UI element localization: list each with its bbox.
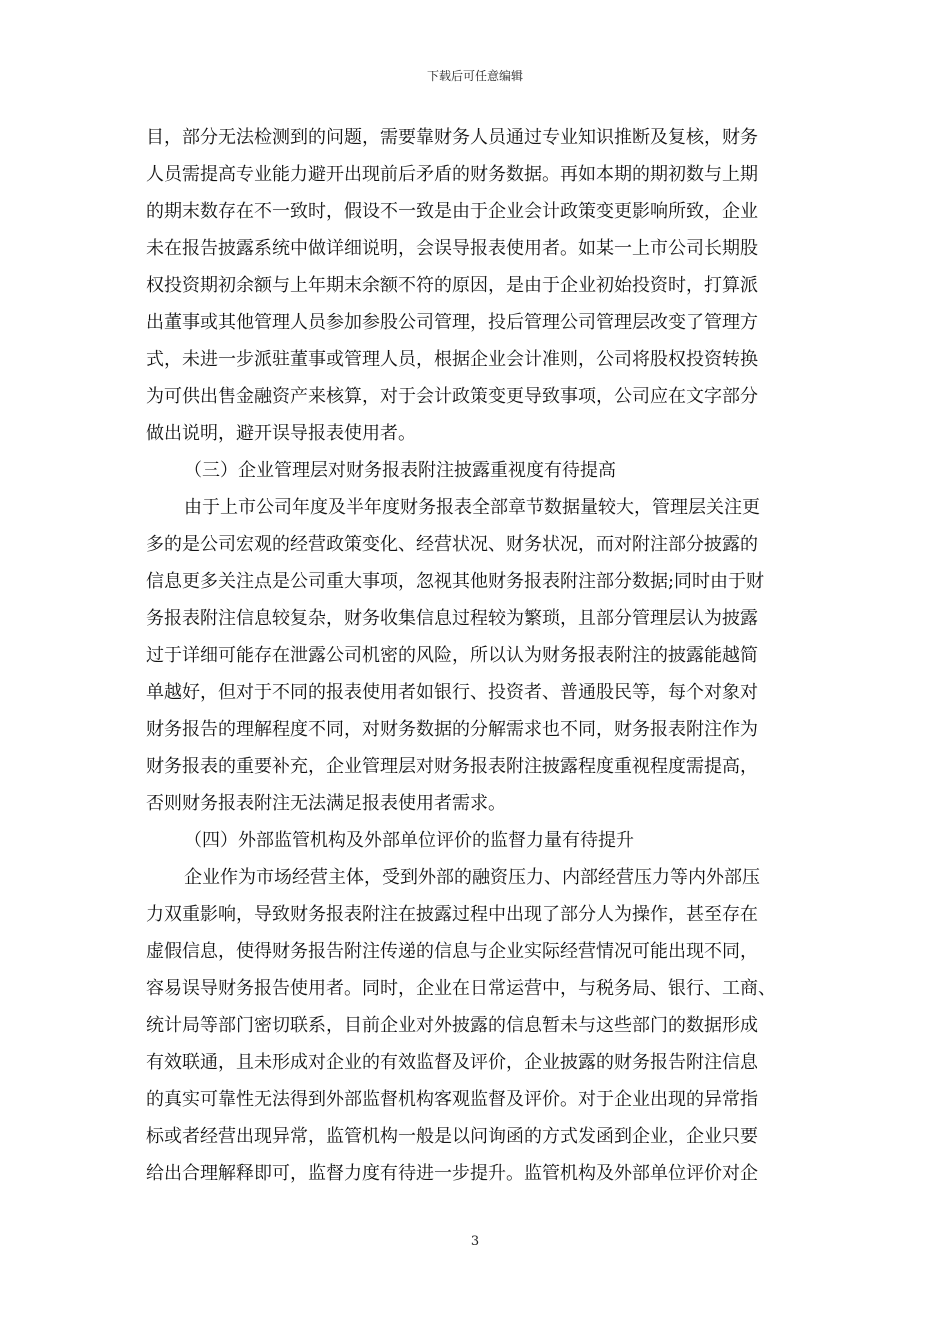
paragraph-line: 务报表附注信息较复杂，财务收集信息过程较为繁琐，且部分管理层认为披露: [146, 608, 758, 629]
paragraph-line: 未在报告披露系统中做详细说明，会误导报表使用者。如某一上市公司长期股: [146, 238, 758, 259]
document-body: [146, 119, 806, 1192]
paragraph-line: 过于详细可能存在泄露公司机密的风险，所以认为财务报表附注的披露能越简: [146, 645, 758, 666]
paragraph-line: 标或者经营出现异常，监管机构一般是以问询函的方式发函到企业，企业只要: [146, 1126, 758, 1147]
paragraph-first-line: 企业作为市场经营主体，受到外部的融资压力、内部经营压力等内外部压: [184, 867, 760, 888]
paragraph-first-line: （四）外部监管机构及外部单位评价的监督力量有待提升: [184, 830, 634, 851]
paragraph-line: 财务报表的重要补充，企业管理层对财务报表附注披露程度重视程度需提高，: [146, 756, 758, 777]
paragraph-line: 的真实可靠性无法得到外部监督机构客观监督及评价。对于企业出现的异常指: [146, 1089, 758, 1110]
paragraph-first-line: 由于上市公司年度及半年度财务报表全部章节数据量较大，管理层关注更: [184, 497, 760, 518]
paragraph-line: 为可供出售金融资产来核算，对于会计政策变更导致事项，公司应在文字部分: [146, 386, 758, 407]
paragraph-line: 统计局等部门密切联系，目前企业对外披露的信息暂未与这些部门的数据形成: [146, 1015, 758, 1036]
paragraph-line: 有效联通，且未形成对企业的有效监督及评价，企业披露的财务报告附注信息: [146, 1052, 758, 1073]
paragraph-line: 多的是公司宏观的经营政策变化、经营状况、财务状况，而对附注部分披露的: [146, 534, 758, 555]
paragraph-line: 目，部分无法检测到的问题，需要靠财务人员通过专业知识推断及复核，财务: [146, 127, 758, 148]
paragraph-line: 财务报告的理解程度不同，对财务数据的分解需求也不同，财务报表附注作为: [146, 719, 758, 740]
paragraph-line: 出董事或其他管理人员参加参股公司管理，投后管理公司管理层改变了管理方: [146, 312, 758, 333]
paragraph-line: 信息更多关注点是公司重大事项，忽视其他财务报表附注部分数据;同时由于财: [146, 571, 765, 592]
paragraph-line: 给出合理解释即可，监督力度有待进一步提升。监管机构及外部单位评价对企: [146, 1163, 758, 1184]
paragraph-line: 否则财务报表附注无法满足报表使用者需求。: [146, 793, 506, 814]
paragraph-line: 的期末数存在不一致时，假设不一致是由于企业会计政策变更影响所致，企业: [146, 201, 758, 222]
paragraph-line: 单越好，但对于不同的报表使用者如银行、投资者、普通股民等，每个对象对: [146, 682, 758, 703]
paragraph-line: 权投资期初余额与上年期末余额不符的原因，是由于企业初始投资时，打算派: [146, 275, 758, 296]
paragraph-line: 容易误导财务报告使用者。同时，企业在日常运营中，与税务局、银行、工商、: [146, 978, 776, 999]
paragraph-line: 式，未进一步派驻董事或管理人员，根据企业会计准则，公司将股权投资转换: [146, 349, 758, 370]
page-header: 下载后可任意编辑: [426, 69, 523, 83]
paragraph-line: 人员需提高专业能力避开出现前后矛盾的财务数据。再如本期的期初数与上期: [146, 164, 758, 185]
page-number: 3: [470, 1234, 480, 1249]
paragraph-line: 力双重影响，导致财务报表附注在披露过程中出现了部分人为操作，甚至存在: [146, 904, 758, 925]
paragraph-line: 虚假信息，使得财务报告附注传递的信息与企业实际经营情况可能出现不同，: [146, 941, 758, 962]
paragraph-first-line: （三）企业管理层对财务报表附注披露重视度有待提高: [184, 460, 616, 481]
paragraph-line: 做出说明，避开误导报表使用者。: [146, 423, 416, 444]
